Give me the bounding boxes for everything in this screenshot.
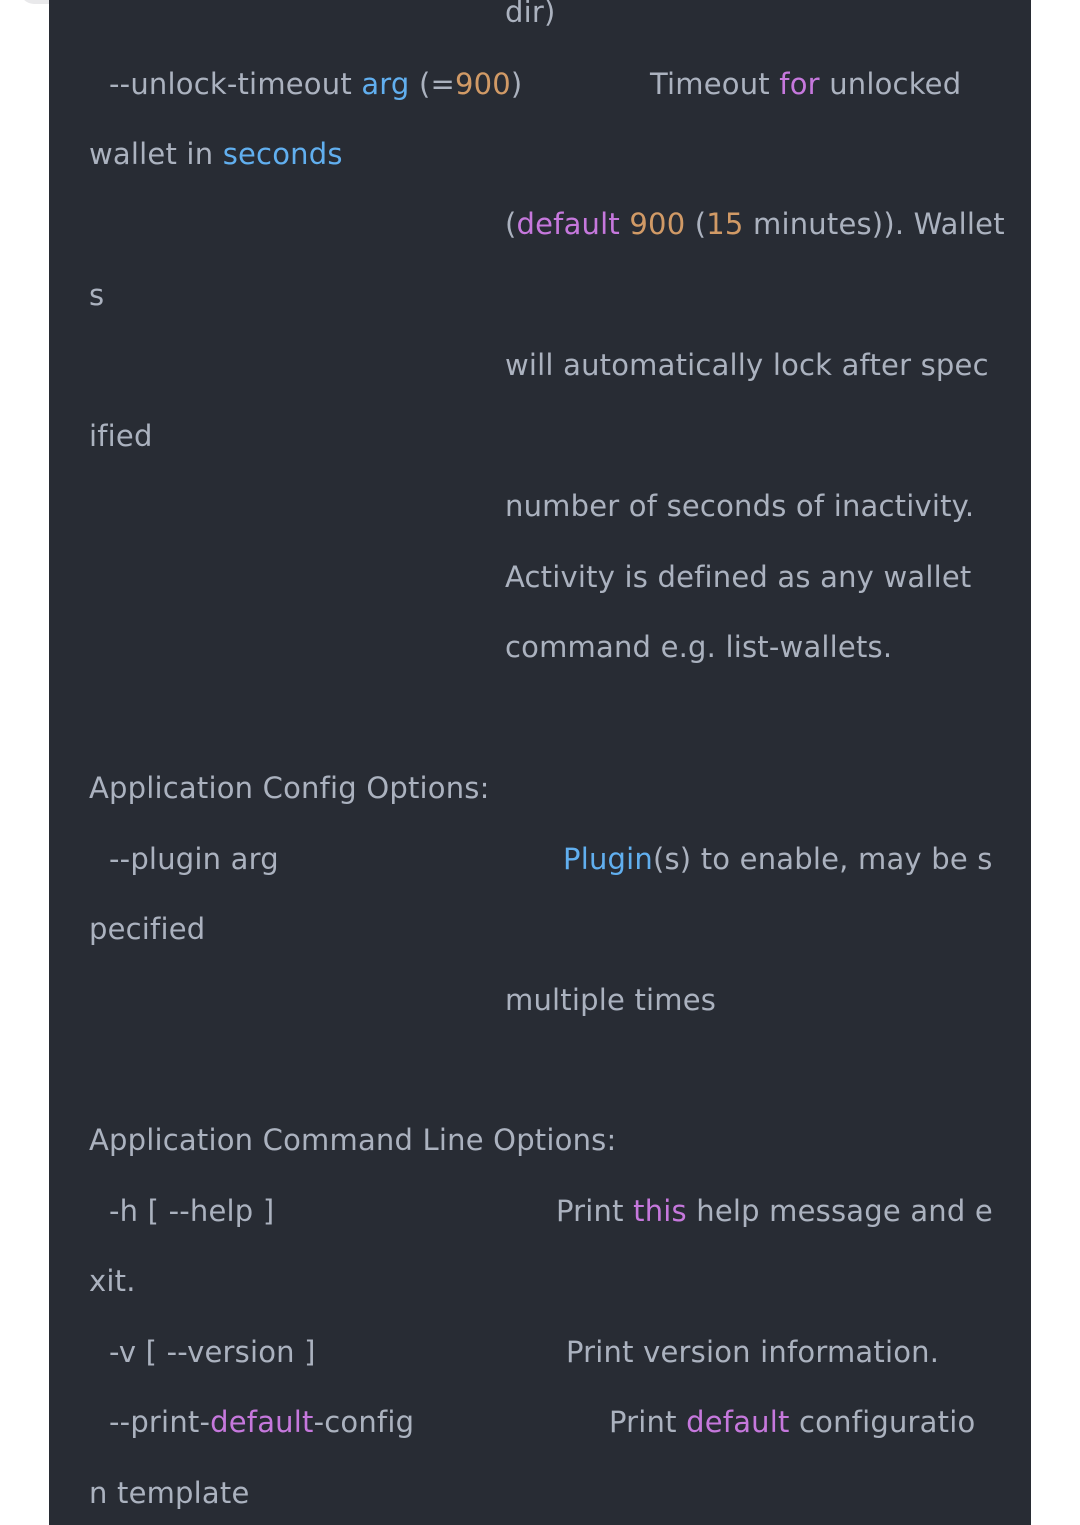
code-token: ified — [89, 419, 153, 453]
code-line-option — [109, 1334, 316, 1370]
code-line — [505, 0, 556, 30]
identifier-token: Plugin — [563, 842, 653, 876]
code-token: xit. — [89, 1264, 136, 1298]
code-block[interactable] — [49, 0, 1031, 1525]
code-line — [89, 136, 343, 172]
code-token: command e.g. list-wallets. — [505, 630, 893, 664]
code-token: Print — [609, 1405, 687, 1439]
identifier-token: arg — [361, 67, 410, 101]
code-token: pecified — [89, 912, 206, 946]
keyword-token: default — [210, 1405, 314, 1439]
code-token: -config — [313, 1405, 415, 1439]
code-line-option — [109, 1193, 274, 1229]
code-token: n template — [89, 1476, 250, 1510]
keyword-token: this — [633, 1194, 687, 1228]
section-heading — [89, 1122, 616, 1158]
code-token: Print version information. — [566, 1335, 940, 1369]
code-token — [620, 207, 629, 241]
code-token: -h [ --help ] — [109, 1194, 275, 1228]
number-token: 900 — [629, 207, 686, 241]
code-token: Print — [556, 1194, 634, 1228]
code-token: (s) to enable, may be s — [652, 842, 993, 876]
code-line — [89, 911, 205, 947]
code-token: wallet in — [89, 137, 223, 171]
code-line-description — [563, 841, 993, 877]
code-line-option — [109, 841, 279, 877]
code-token: -v [ --version ] — [109, 1335, 316, 1369]
code-token: Application Config Options: — [89, 771, 490, 805]
code-token: --print- — [109, 1405, 211, 1439]
code-line-description — [556, 1193, 993, 1229]
code-token: multiple times — [505, 983, 717, 1017]
keyword-token: default — [516, 207, 620, 241]
code-token: s — [89, 278, 105, 312]
code-token: will automatically lock after spec — [505, 348, 989, 382]
code-line-description — [650, 66, 961, 102]
code-line — [505, 488, 974, 524]
code-token: minutes)). Wallet — [743, 207, 1005, 241]
code-line — [89, 1475, 250, 1511]
code-token: help message and e — [686, 1194, 993, 1228]
number-token: 15 — [706, 207, 744, 241]
code-token: configuratio — [789, 1405, 976, 1439]
code-token: --unlock-timeout — [109, 67, 362, 101]
code-token: unlocked — [819, 67, 962, 101]
code-line — [89, 1263, 136, 1299]
section-heading — [89, 770, 490, 806]
code-line — [505, 347, 989, 383]
code-token: ( — [505, 207, 517, 241]
code-token: dir) — [505, 0, 556, 29]
code-token: --plugin arg — [109, 842, 279, 876]
code-line-description — [566, 1334, 939, 1370]
code-line — [505, 629, 892, 665]
identifier-token: seconds — [222, 137, 343, 171]
keyword-token: for — [779, 67, 820, 101]
code-line — [505, 206, 1005, 242]
keyword-token: default — [686, 1405, 790, 1439]
code-token: number of seconds of inactivity. — [505, 489, 975, 523]
code-line — [505, 982, 716, 1018]
code-line — [89, 277, 104, 313]
code-token: Timeout — [650, 67, 780, 101]
code-token: Application Command Line Options: — [89, 1123, 617, 1157]
code-line — [505, 559, 971, 595]
code-line-description — [609, 1404, 975, 1440]
code-token: Activity is defined as any wallet — [505, 560, 972, 594]
code-line-option — [109, 66, 522, 102]
number-token: 900 — [454, 67, 511, 101]
code-line — [89, 418, 153, 454]
code-token: ) — [510, 67, 523, 101]
code-line-option — [109, 1404, 414, 1440]
code-token: ( — [685, 207, 707, 241]
code-token: (= — [409, 67, 455, 101]
